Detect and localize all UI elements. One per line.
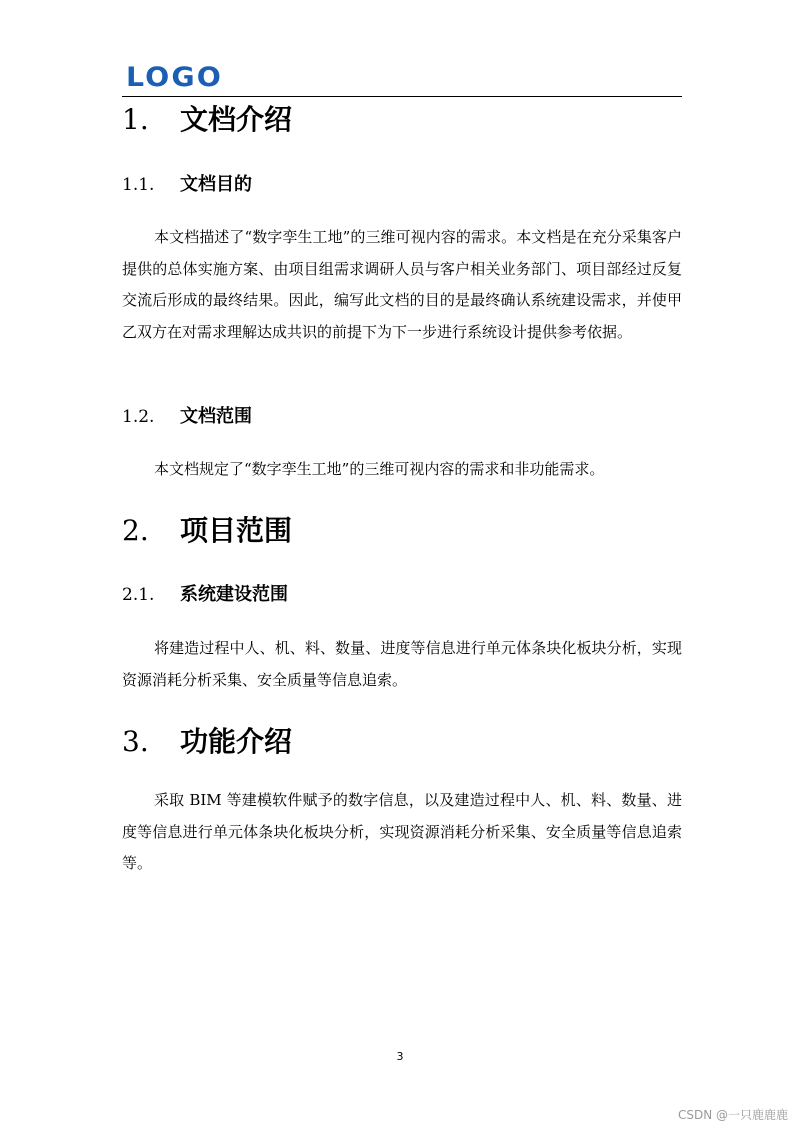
heading-number: 3. bbox=[122, 725, 149, 758]
heading-title: 文档范围 bbox=[180, 406, 252, 427]
heading-1-section-3 bbox=[122, 722, 292, 762]
page-number: 3 bbox=[396, 1050, 404, 1063]
heading-1-section-1 bbox=[122, 100, 292, 140]
heading-number: 1. bbox=[122, 103, 149, 136]
heading-2-section-1-1 bbox=[122, 172, 252, 198]
paragraph-function-intro: 采取 BIM 等建模软件赋予的数字信息，以及建造过程中人、机、料、数量、进度等信息进行单元体条块化板块分析，实现资源消耗分析采集、安全质量等信息追索等。 bbox=[122, 791, 682, 872]
watermark: CSDN @一只鹿鹿鹿 bbox=[677, 1108, 788, 1122]
heading-1-section-2 bbox=[122, 511, 292, 551]
heading-2-section-2-1 bbox=[122, 582, 288, 608]
heading-title: 项目范围 bbox=[180, 514, 293, 547]
paragraph-document-scope: 本文档规定了“数字孪生工地”的三维可视内容的需求和非功能需求。 bbox=[154, 460, 605, 478]
heading-number: 2. bbox=[122, 514, 149, 547]
heading-number: 1.1. bbox=[122, 175, 155, 195]
heading-title: 系统建设范围 bbox=[180, 584, 288, 605]
logo: LOGO bbox=[126, 62, 223, 93]
heading-title: 文档介绍 bbox=[180, 103, 293, 136]
header-divider bbox=[122, 96, 682, 97]
paragraph-document-purpose: 本文档描述了“数字孪生工地”的三维可视内容的需求。本文档是在充分采集客户提供的总体实施方案、由项目组需求调研人员与客户相关业务部门、项目部经过反复交流后形成的最终结果。因此，编写此文档的目的是最终确认系统建设需求，并使甲乙双方在对需求理解达成共识的前提下为下一步进行系统设计提供参考依据。 bbox=[122, 228, 682, 341]
heading-2-section-1-2 bbox=[122, 404, 252, 430]
heading-title: 功能介绍 bbox=[180, 725, 293, 758]
heading-title: 文档目的 bbox=[180, 174, 252, 195]
heading-number: 1.2. bbox=[122, 407, 155, 427]
paragraph-system-scope: 将建造过程中人、机、料、数量、进度等信息进行单元体条块化板块分析，实现资源消耗分析采集、安全质量等信息追索。 bbox=[122, 639, 682, 689]
heading-number: 2.1. bbox=[122, 585, 155, 605]
page-header bbox=[122, 60, 682, 98]
